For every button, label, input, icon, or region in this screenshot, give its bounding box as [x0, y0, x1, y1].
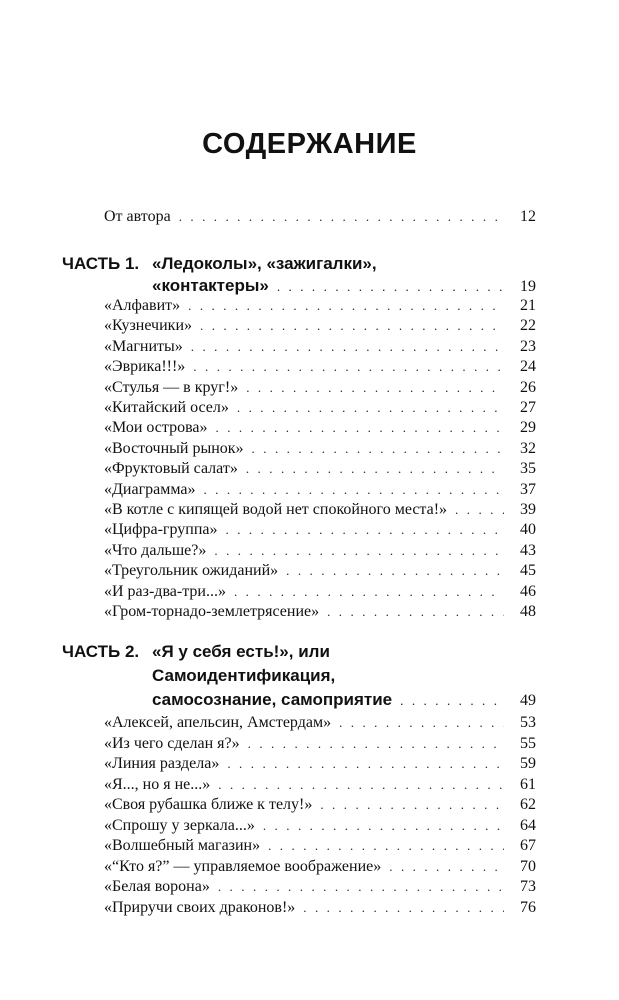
leader-dots	[203, 479, 504, 501]
leader-dots	[218, 876, 504, 898]
page-title: СОДЕРЖАНИЕ	[202, 128, 417, 160]
toc-entry	[104, 397, 536, 419]
toc-entry	[104, 856, 536, 878]
toc-entry-page: 64	[520, 816, 536, 834]
toc-entry	[104, 733, 536, 755]
toc-entry-label: «Линия раздела»	[104, 755, 220, 772]
toc-entry-page: 70	[520, 857, 536, 875]
leader-dots	[227, 753, 504, 775]
toc-entry-label: «Алексей, апельсин, Амстердам»	[104, 714, 332, 731]
part1-number: ЧАСТЬ 1.	[62, 254, 140, 273]
toc-entry	[104, 519, 536, 541]
toc-entry-page: 26	[520, 378, 536, 396]
leader-dots	[389, 856, 504, 878]
part1-page: 19	[520, 278, 536, 295]
leader-dots	[179, 206, 504, 228]
toc-entry	[104, 417, 536, 439]
toc-entry-page: 61	[520, 775, 536, 793]
toc-entry-label: «Спрошу у зеркала...»	[104, 816, 255, 834]
leader-dots	[263, 815, 504, 837]
toc-entry-label: «Белая ворона»	[104, 878, 210, 895]
toc-entry-label: «Приручи своих драконов!»	[104, 898, 296, 916]
toc-entry-page: 62	[520, 796, 536, 813]
part2-title-line1: «Я у себя есть!», или	[152, 642, 330, 661]
toc-entry-label: «И раз-два-три...»	[104, 582, 226, 600]
toc-entry-intro	[104, 206, 536, 228]
leader-dots	[246, 377, 504, 399]
toc-entry-page: 53	[520, 714, 536, 731]
toc-entry	[104, 377, 536, 399]
toc-entry	[104, 794, 536, 816]
toc-entry-page: 21	[520, 297, 536, 314]
toc-entry-page: 24	[520, 358, 536, 376]
part2-title-line3: самосознание, самоприятие	[152, 690, 393, 709]
toc-entry	[104, 897, 536, 919]
leader-dots	[237, 397, 504, 419]
toc-entry-page: 73	[520, 878, 536, 895]
leader-dots	[339, 712, 504, 734]
toc-entry-page: 46	[520, 582, 536, 600]
part2-heading-line3	[152, 688, 536, 713]
toc-entry-label: «Фруктовый салат»	[104, 460, 238, 478]
toc-entry-label: «Диаграмма»	[104, 480, 196, 498]
toc-entry	[104, 601, 536, 623]
part2-page: 49	[520, 692, 536, 709]
leader-dots	[246, 458, 504, 480]
leader-dots	[303, 897, 504, 919]
part2-title-line2: Самоидентификация,	[152, 666, 336, 685]
toc-entry	[104, 479, 536, 501]
toc-entry-page: 55	[520, 734, 536, 752]
toc-entry	[104, 774, 536, 796]
toc-entry-label: «Магниты»	[104, 337, 183, 355]
toc-entry-page: 23	[520, 337, 536, 355]
toc-entry-page: 45	[520, 562, 536, 580]
toc-entry-label: «“Кто я?” — управляемое воображение»	[104, 857, 382, 875]
toc-entry-label: «Цифра-группа»	[104, 521, 218, 539]
toc-entry	[104, 560, 536, 582]
toc-entry	[104, 540, 536, 562]
toc-entry-label: «Эврика!!!»	[104, 358, 186, 376]
part1-title-line2: «контактеры»	[152, 276, 269, 295]
toc-entry	[104, 815, 536, 837]
toc-entry	[104, 753, 536, 775]
leader-dots	[455, 499, 504, 521]
toc-entry	[104, 499, 536, 521]
toc-entry	[104, 712, 536, 734]
toc-entry-page: 67	[520, 837, 536, 854]
leader-dots	[248, 733, 504, 755]
toc-entry-label: «Волшебный магазин»	[104, 837, 261, 854]
part2-number: ЧАСТЬ 2.	[62, 642, 140, 661]
toc-entry	[104, 356, 536, 378]
leader-dots	[234, 581, 504, 603]
leader-dots	[268, 835, 504, 857]
part1-heading-line1	[62, 252, 377, 276]
toc-entry-page: 43	[520, 541, 536, 559]
toc-entry	[104, 438, 536, 460]
leader-dots	[252, 438, 504, 460]
leader-dots	[226, 519, 505, 541]
toc-entry-page: 32	[520, 439, 536, 457]
toc-entry-label: «В котле с кипящей водой нет спокойного места!»	[104, 501, 448, 518]
toc-entry-page: 37	[520, 480, 536, 498]
part2-heading-line1	[62, 640, 330, 664]
leader-dots	[286, 560, 504, 582]
toc-entry	[104, 295, 536, 317]
leader-dots	[320, 794, 504, 816]
toc-entry-page: 35	[520, 460, 536, 478]
part1-title-line1: «Ледоколы», «зажигалки»,	[152, 254, 377, 273]
leader-dots	[218, 774, 504, 796]
toc-entry	[104, 581, 536, 603]
toc-entry	[104, 835, 536, 857]
toc-entry-label: «Гром-торнадо-землетрясение»	[104, 603, 320, 620]
toc-entry-label: «Что дальше?»	[104, 541, 207, 559]
toc-entry-label: «Китайский осел»	[104, 399, 229, 416]
toc-entry-page: 27	[520, 399, 536, 416]
toc-entry-label: «Я..., но я не...»	[104, 775, 211, 793]
part2-heading-line2	[152, 664, 335, 688]
toc-entry-label: «Стулья — в круг!»	[104, 378, 239, 396]
toc-entry-page: 48	[520, 603, 536, 620]
toc-entry-label: «Своя рубашка ближе к телу!»	[104, 796, 313, 813]
leader-dots	[200, 315, 504, 337]
toc-entry-page: 39	[520, 501, 536, 518]
leader-dots	[191, 336, 504, 358]
toc-entry-label: «Из чего сделан я?»	[104, 734, 240, 752]
toc-entry-label: «Треугольник ожиданий»	[104, 562, 279, 580]
leader-dots	[327, 601, 504, 623]
leader-dots	[216, 417, 504, 439]
leader-dots	[193, 356, 504, 378]
toc-entry-label: «Мои острова»	[104, 419, 208, 437]
leader-dots	[188, 295, 504, 317]
toc-entry	[104, 876, 536, 898]
toc-entry-page: 12	[520, 208, 536, 225]
toc-entry-page: 76	[520, 898, 536, 916]
toc-entry-page: 59	[520, 755, 536, 772]
leader-dots	[214, 540, 504, 562]
toc-entry-label: «Восточный рынок»	[104, 439, 244, 457]
toc-entry-label: От автора	[104, 208, 171, 225]
toc-entry-page: 40	[520, 521, 536, 539]
toc-entry-page: 22	[520, 317, 536, 335]
toc-entry	[104, 458, 536, 480]
toc-entry-label: «Кузнечики»	[104, 317, 192, 335]
toc-entry-label: «Алфавит»	[104, 297, 181, 314]
leader-dots	[400, 689, 504, 713]
toc-entry	[104, 336, 536, 358]
toc-entry	[104, 315, 536, 337]
toc-entry-page: 29	[520, 419, 536, 437]
